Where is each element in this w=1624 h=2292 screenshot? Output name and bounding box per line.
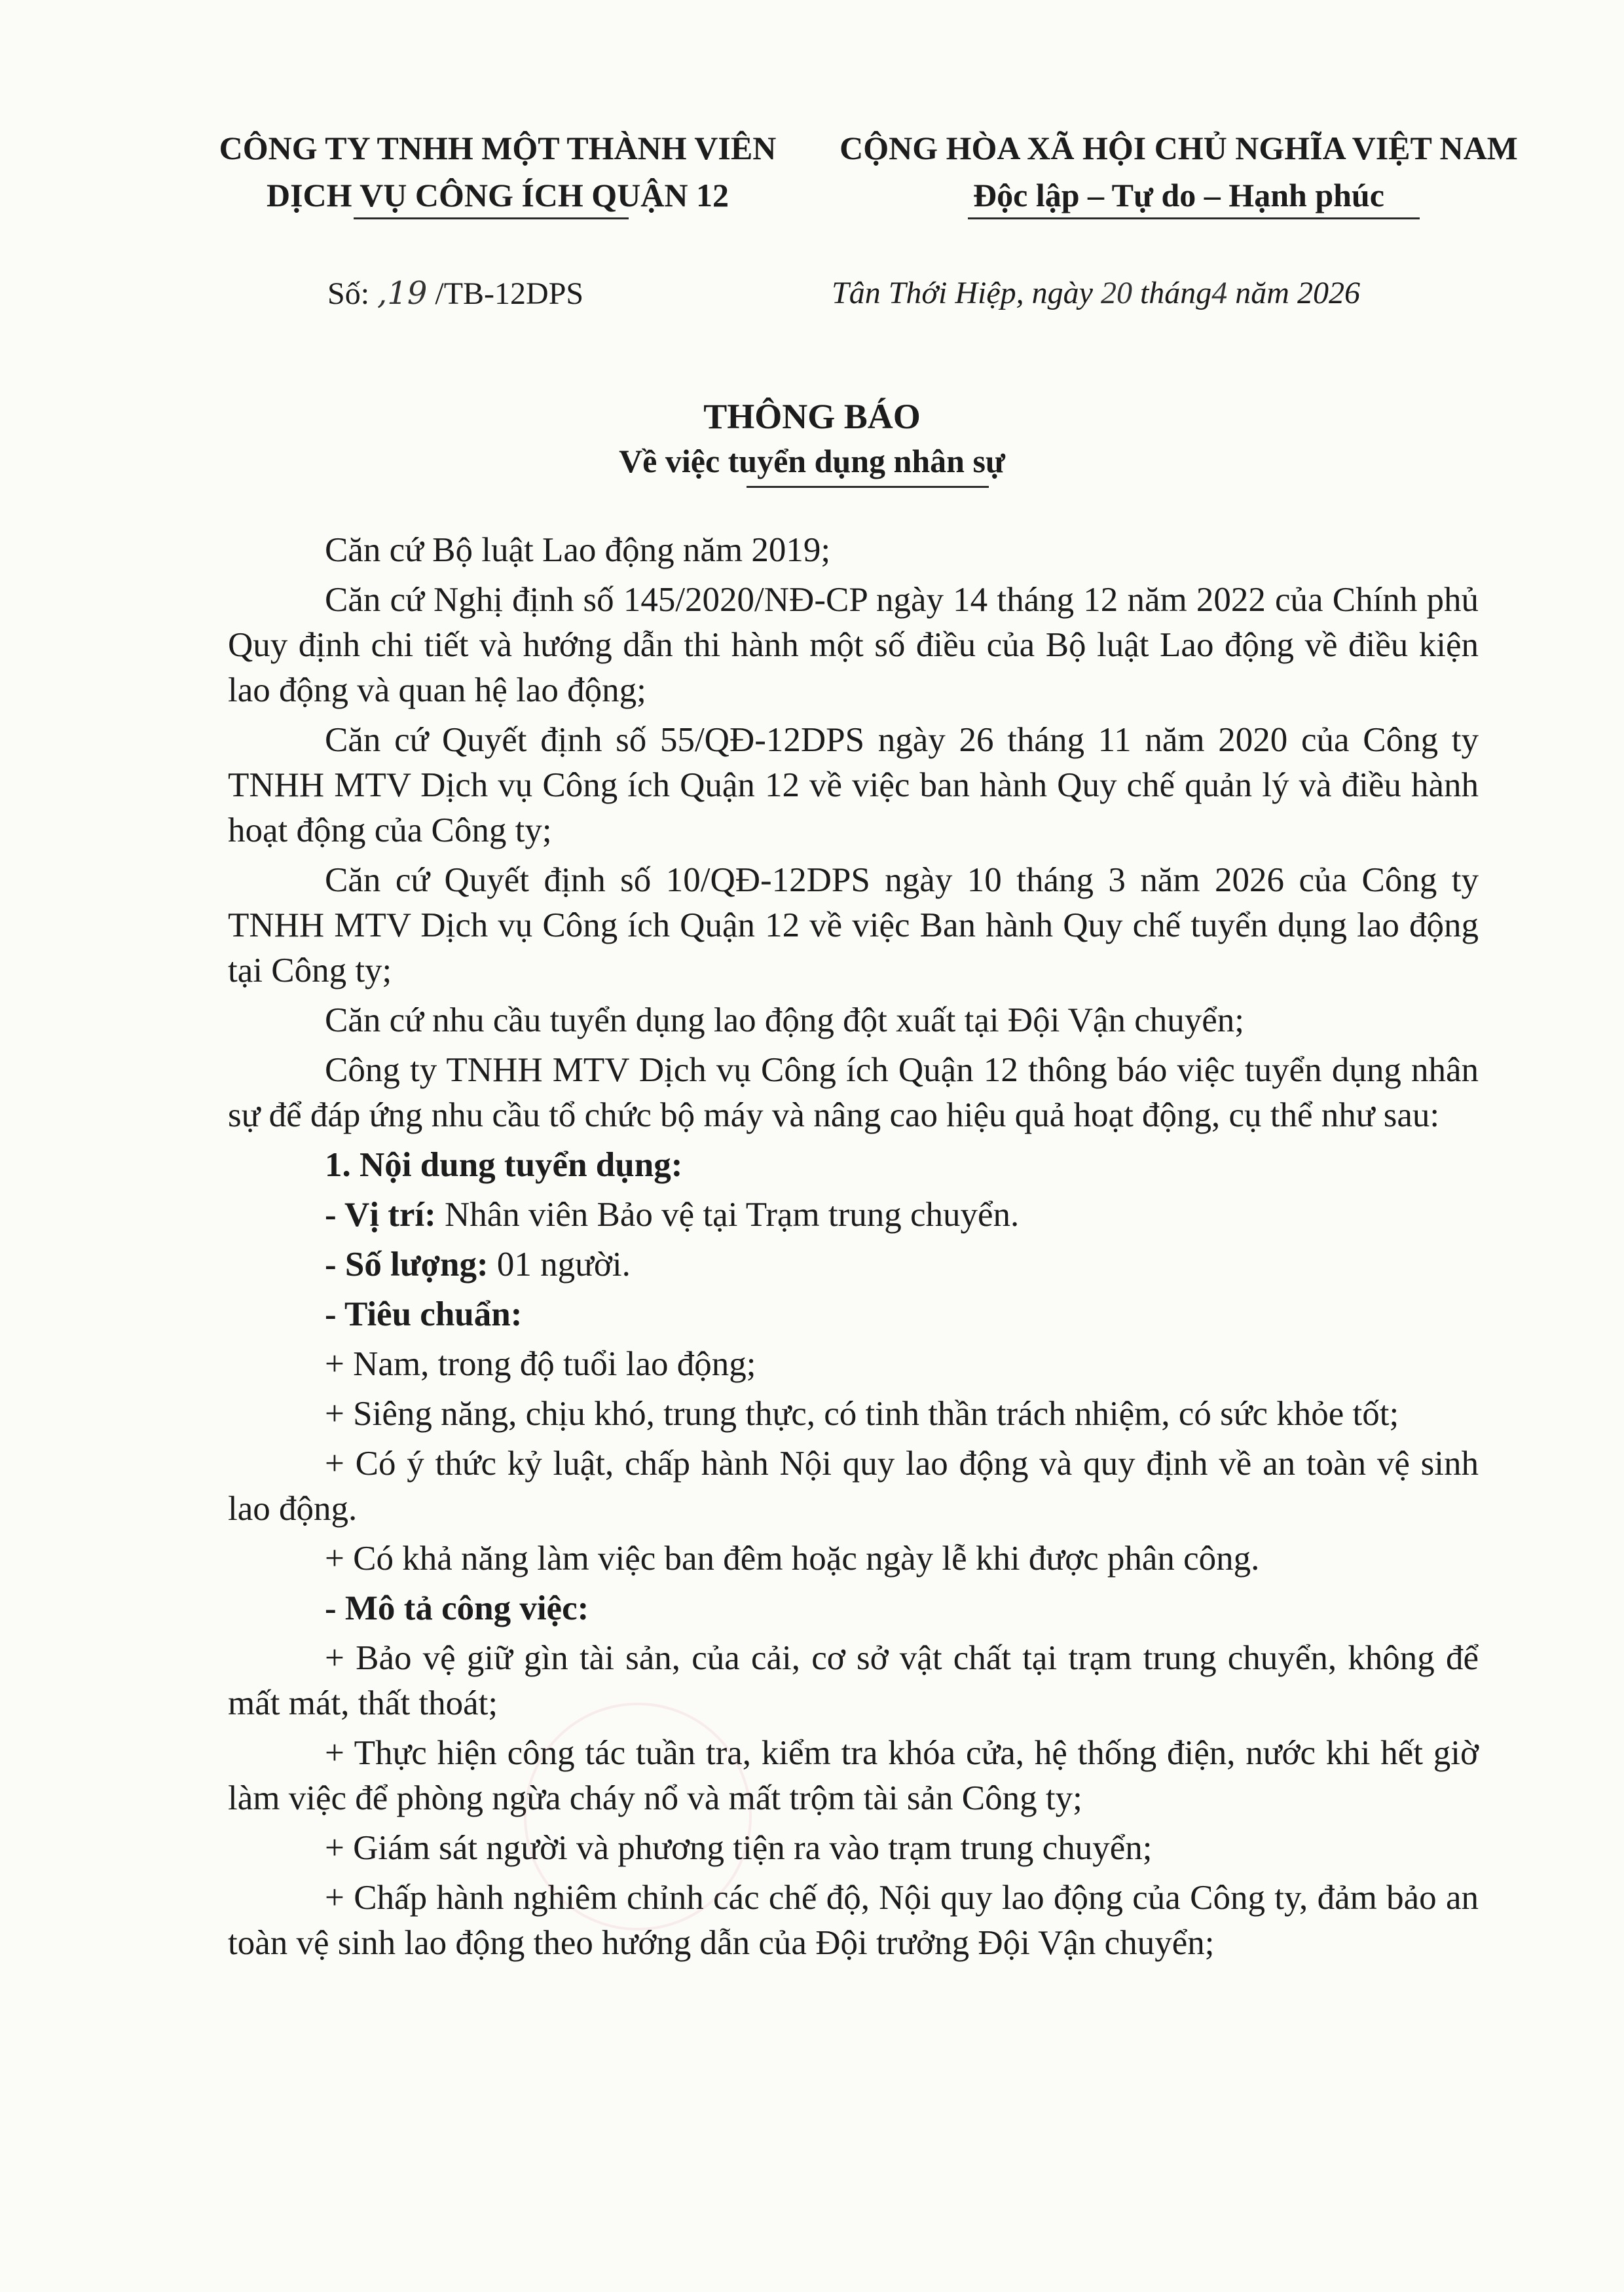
duty-item: + Giám sát người và phương tiện ra vào trạm trung chuyển; [325, 1829, 1153, 1867]
duties-heading [228, 1586, 1479, 1631]
section1-heading: 1. Nội dung tuyển dụng: [325, 1146, 683, 1184]
doc-number-value: ,19 [377, 275, 428, 312]
intro-paragraph: Công ty TNHH MTV Dịch vụ Công ích Quận 12 thông báo việc tuyển dụng nhân sự để đáp ứng nhu cầu tổ chức bộ máy và nâng cao hiệu quả hoạt động, cụ thể như sau: [228, 1051, 1479, 1134]
motto-underline [968, 217, 1420, 219]
date-day: 20 [1100, 276, 1132, 310]
standard-item: + Có khả năng làm việc ban đêm hoặc ngày lễ khi được phân công. [325, 1540, 1260, 1578]
basis-paragraph: Căn cứ Quyết định số 55/QĐ-12DPS ngày 26 tháng 11 năm 2020 của Công ty TNHH MTV Dịch vụ Công ích Quận 12 về việc ban hành Quy chế quản lý và điều hành hoạt động của Công ty; [228, 721, 1479, 849]
position-value: Nhân viên Bảo vệ tại Trạm trung chuyển. [435, 1196, 1020, 1234]
document-subtitle: Về việc tuyển dụng nhân sự [619, 443, 1005, 479]
nation-motto: Độc lập – Tự do – Hạnh phúc [973, 177, 1384, 213]
position-label: - Vị trí: [325, 1196, 436, 1234]
duty-item: + Bảo vệ giữ gìn tài sản, của cải, cơ sở vật chất tại trạm trung chuyển, không để mất mát, thất thoát; [228, 1639, 1479, 1722]
subtitle-underline [747, 486, 989, 488]
date-place: Tân Thới Hiệp, ngày [832, 276, 1101, 310]
doc-number-prefix: Số: [327, 276, 378, 311]
basis-paragraph: Căn cứ Quyết định số 10/QĐ-12DPS ngày 10 tháng 3 năm 2026 của Công ty TNHH MTV Dịch vụ Công ích Quận 12 về việc Ban hành Quy chế tuyển dụng lao động tại Công ty; [228, 861, 1479, 989]
standard-item: + Có ý thức kỷ luật, chấp hành Nội quy lao động và quy định về an toàn vệ sinh lao động. [228, 1445, 1479, 1528]
basis-paragraph: Căn cứ Nghị định số 145/2020/NĐ-CP ngày 14 tháng 12 năm 2022 của Chính phủ Quy định chi tiết và hướng dẫn thi hành một số điều của Bộ luật Lao động về điều kiện lao động và quan hệ lao động; [228, 581, 1479, 709]
section-heading [228, 1143, 1479, 1188]
faint-stamp-mark [524, 1703, 752, 1931]
duty-item: + Thực hiện công tác tuần tra, kiểm tra khóa cửa, hệ thống điện, nước khi hết giờ làm việc để phòng ngừa cháy nổ và mất trộm tài sản Công ty; [228, 1734, 1479, 1817]
date-month: 4 [1211, 276, 1228, 310]
quantity-label: - Số lượng: [325, 1246, 489, 1284]
standard-item: + Nam, trong độ tuổi lao động; [325, 1345, 756, 1383]
duty-item: + Chấp hành nghiêm chỉnh các chế độ, Nội quy lao động của Công ty, đảm bảo an toàn vệ sinh lao động theo hướng dẫn của Đội trưởng Đội Vận chuyển; [228, 1879, 1479, 1962]
document-date [832, 275, 1360, 311]
company-name-line1: CÔNG TY TNHH MỘT THÀNH VIÊN [219, 130, 777, 166]
nation-header [819, 124, 1539, 219]
date-month-label: tháng [1132, 276, 1212, 310]
document-number [327, 275, 583, 312]
company-underline [354, 217, 629, 219]
standards-label: - Tiêu chuẩn: [325, 1295, 523, 1333]
quantity-line [228, 1242, 1479, 1287]
document-body [228, 528, 1479, 1970]
company-name-line2: DỊCH VỤ CÔNG ÍCH QUẬN 12 [266, 177, 729, 213]
company-header [170, 124, 825, 219]
standard-item: + Siêng năng, chịu khó, trung thực, có tinh thần trách nhiệm, có sức khỏe tốt; [325, 1395, 1399, 1433]
duties-label: - Mô tả công việc: [325, 1589, 589, 1627]
standards-heading [228, 1292, 1479, 1337]
doc-number-suffix: /TB-12DPS [427, 276, 584, 311]
document-title: THÔNG BÁO [703, 397, 921, 436]
date-year: năm 2026 [1227, 276, 1360, 310]
quantity-value: 01 người. [488, 1246, 631, 1284]
nation-name: CỘNG HÒA XÃ HỘI CHỦ NGHĨA VIỆT NAM [840, 130, 1518, 166]
basis-paragraph: Căn cứ Bộ luật Lao động năm 2019; [325, 531, 831, 569]
position-line [228, 1192, 1479, 1238]
basis-paragraph: Căn cứ nhu cầu tuyển dụng lao động đột xuất tại Đội Vận chuyển; [325, 1001, 1244, 1039]
